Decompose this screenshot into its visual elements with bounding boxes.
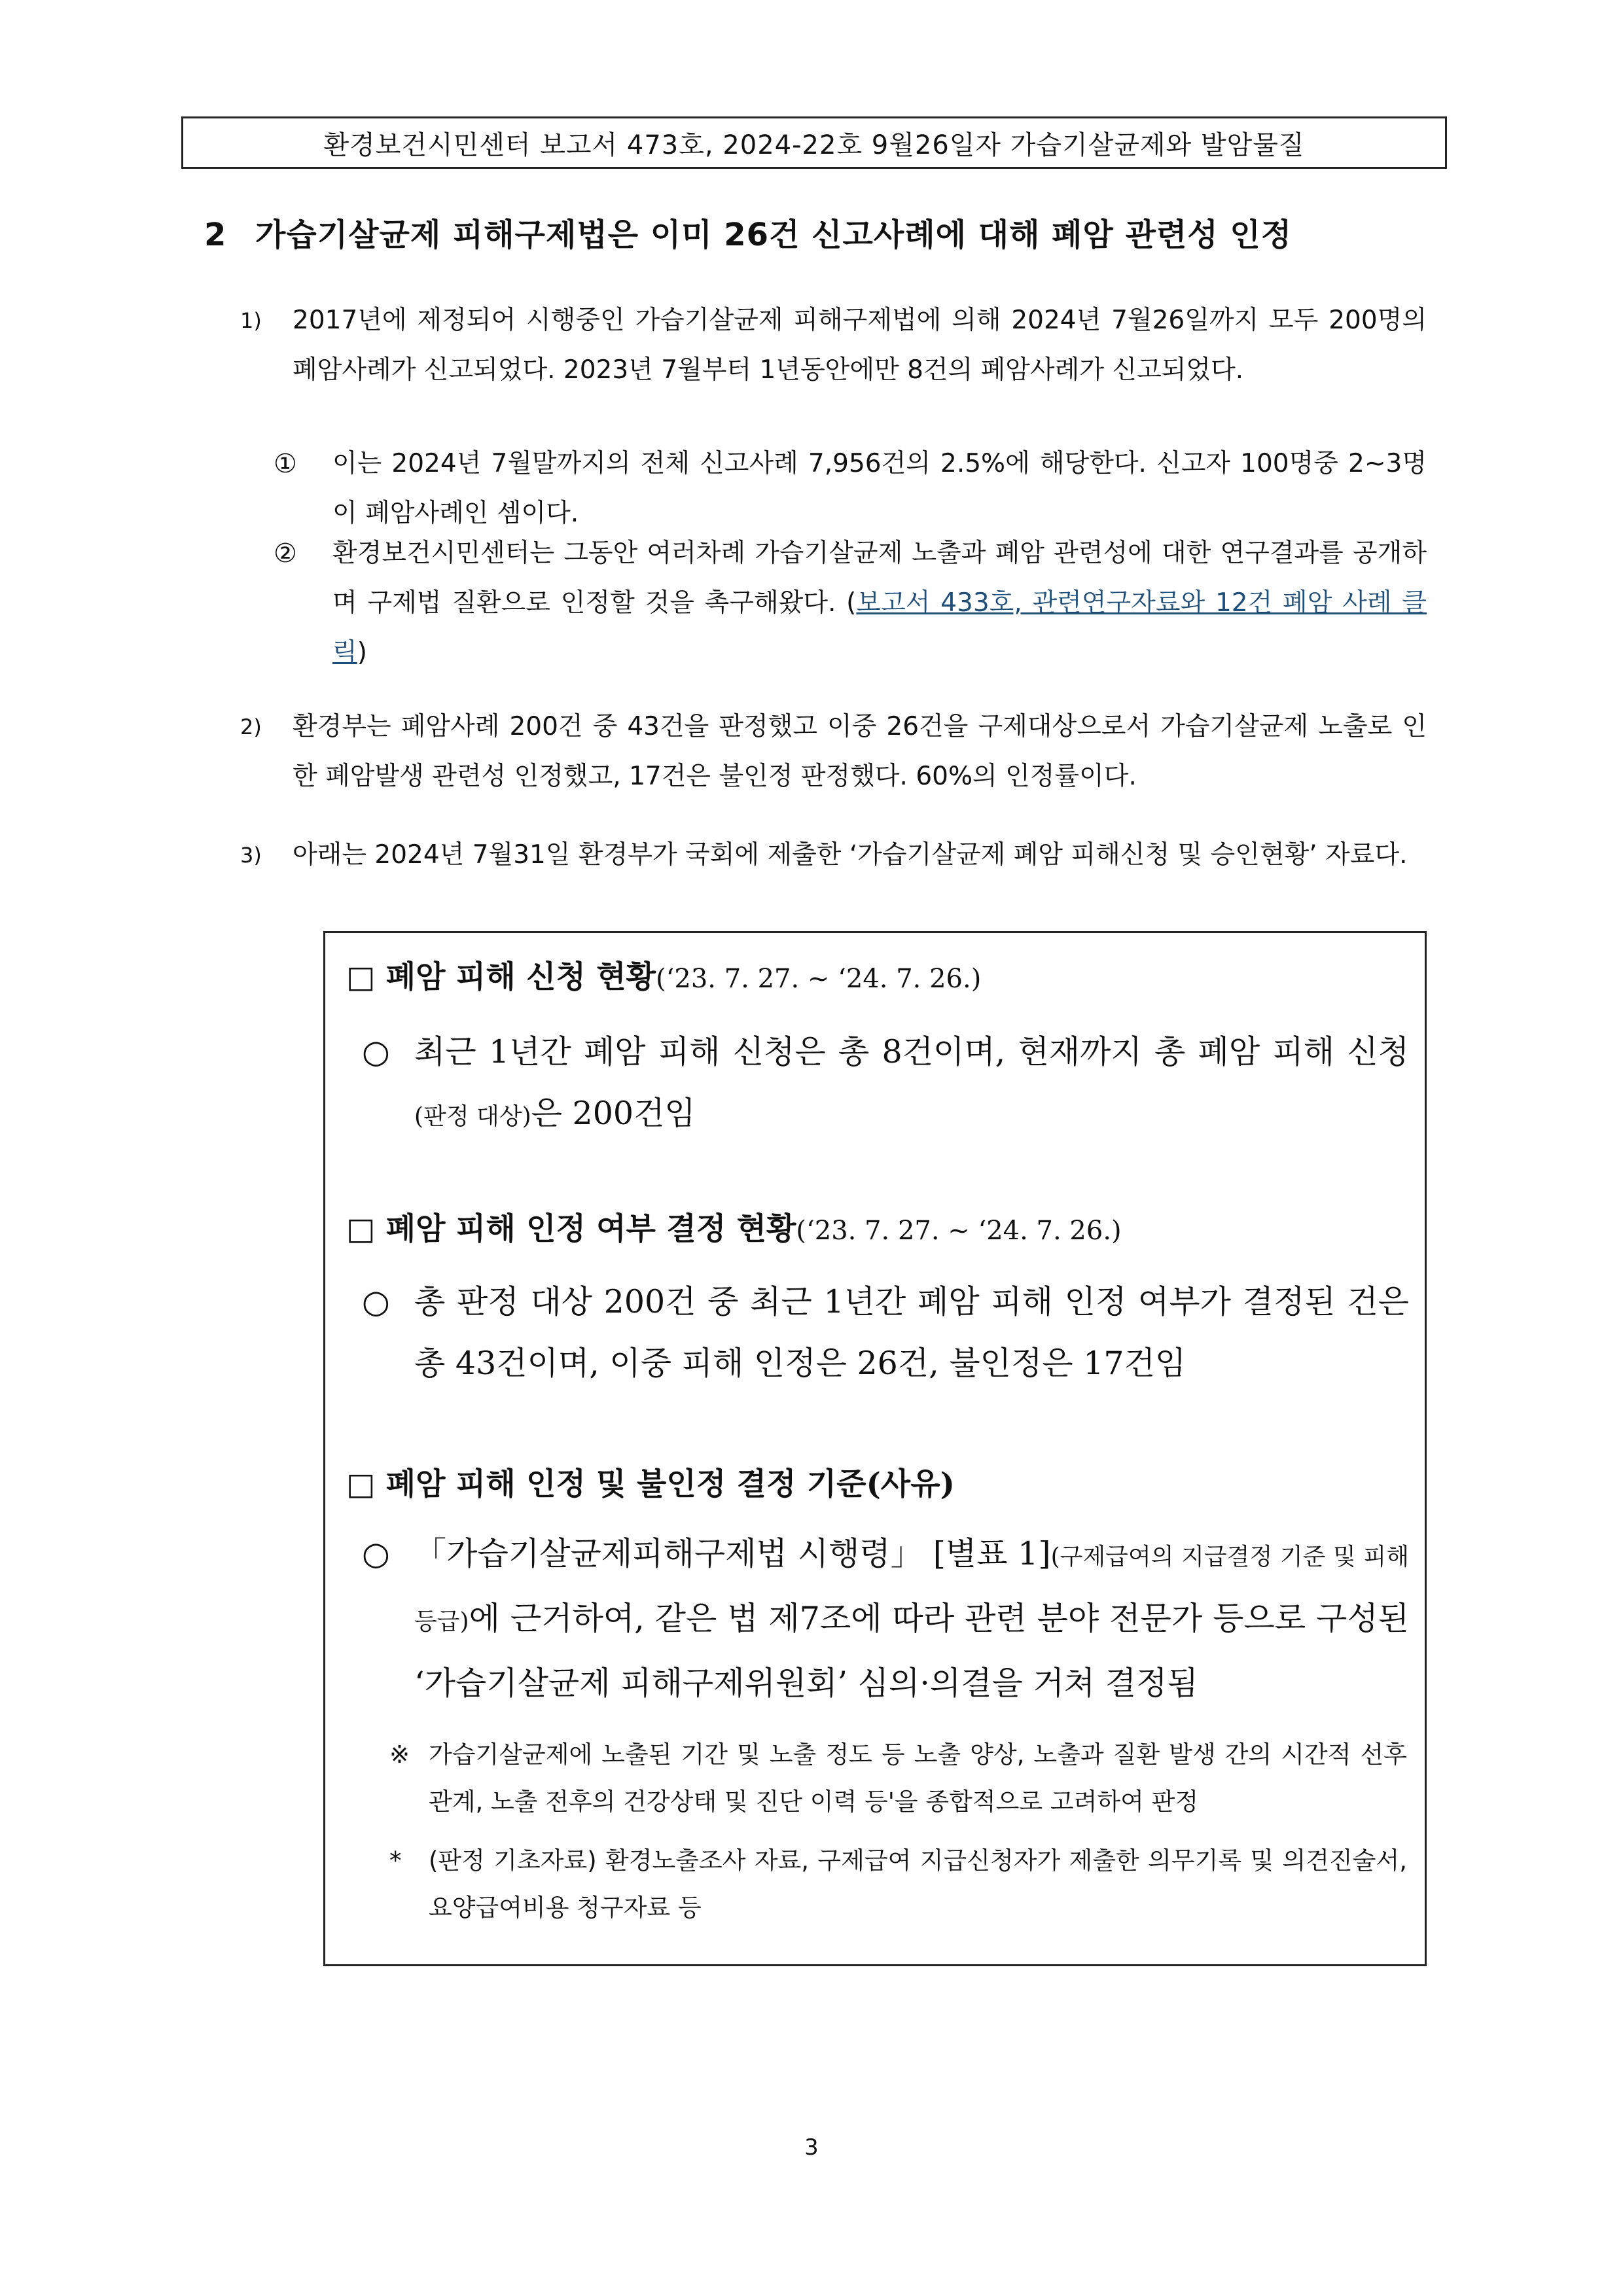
sub-item-2	[274, 529, 1427, 678]
section-title-text: 가습기살균제 피해구제법은 이미 26건 신고사례에 대해 폐암 관련성 인정	[255, 217, 1293, 253]
sub-item-text: 환경보건시민센터는 그동안 여러차례 가습기살균제 노출과 폐암 관련성에 대한 연구결과를 공개하며 구제법 질환으로 인정할 것을 촉구해왔다. (	[332, 539, 1427, 618]
list-marker: 1)	[240, 308, 262, 333]
list-item-1	[240, 296, 1427, 395]
sub-item-text: 이는 2024년 7월말까지의 전체 신고사례 7,956건의 2.5%에 해당한다. 신고자 100명중 2~3명이 폐암사례인 셈이다.	[332, 449, 1427, 528]
excerpt-item-application	[362, 1021, 1409, 1148]
list-item-3	[240, 830, 1427, 880]
excerpt-note-criteria	[389, 1731, 1407, 1826]
circle-bullet-icon: ○	[362, 1283, 390, 1320]
date-range: (‘23. 7. 27. ~ ‘24. 7. 26.)	[796, 1216, 1122, 1246]
excerpt-item-decision	[362, 1271, 1409, 1394]
note-marker: ※	[389, 1740, 410, 1769]
sub-item-text-end: )	[357, 638, 367, 667]
list-marker: 2)	[240, 715, 262, 739]
body-small-text: (판정 대상)	[414, 1103, 531, 1130]
sub-marker: ②	[274, 539, 297, 569]
ministry-excerpt-box	[323, 931, 1427, 1966]
note-text: 가습기살균제에 노출된 기간 및 노출 정도 등 노출 양상, 노출과 질환 발생 간의 시간적 선후관계, 노출 전후의 건강상태 및 진단 이력 등'을 종합적으로 고려하여 판정	[429, 1740, 1407, 1816]
list-item-text: 2017년에 제정되어 시행중인 가습기살균제 피해구제법에 의해 2024년 7월26일까지 모두 200명의 폐암사례가 신고되었다. 2023년 7월부터 1년동안에만 8건의 폐암사례가 신고되었다.	[293, 306, 1427, 385]
body-text-end: 에 근거하여, 같은 법 제7조에 따라 관련 분야 전문가 등으로 구성된 ‘가습기살균제 피해구제위원회’ 심의·의결을 거쳐 결정됨	[414, 1600, 1409, 1702]
body-text-end: 은 200건임	[531, 1095, 696, 1132]
section-title	[204, 209, 1448, 255]
list-item-2	[240, 702, 1427, 802]
body-text: 「가습기살균제피해구제법 시행령」 [별표 1]	[414, 1535, 1051, 1572]
body-text: 총 판정 대상 200건 중 최근 1년간 폐암 피해 인정 여부가 결정된 건은 총 43건이며, 이중 피해 인정은 26건, 불인정은 17건임	[414, 1283, 1409, 1382]
body-text: 최근 1년간 폐암 피해 신청은 총 8건이며, 현재까지 총 폐암 피해 신청	[414, 1033, 1409, 1070]
page-number: 3	[804, 2134, 819, 2161]
note-marker: *	[389, 1846, 402, 1875]
excerpt-note-data	[389, 1837, 1407, 1932]
excerpt-heading-application	[346, 953, 981, 997]
heading-text: □ 폐암 피해 인정 여부 결정 현황	[346, 1211, 796, 1247]
section-number: 2	[204, 217, 227, 253]
sub-marker: ①	[274, 449, 297, 479]
excerpt-heading-decision	[346, 1205, 1122, 1248]
report-header-text: 환경보건시민센터 보고서 473호, 2024-22호 9월26일자 가습기살균제와 발암물질	[323, 130, 1305, 160]
report-433-link[interactable]: 보고서 433호, 관련연구자료와 12건 폐암 사례 클릭	[332, 588, 1427, 667]
list-marker: 3)	[240, 843, 262, 868]
circle-bullet-icon: ○	[362, 1033, 390, 1070]
excerpt-item-criteria	[362, 1523, 1409, 1714]
report-header	[181, 116, 1447, 169]
list-item-text: 환경부는 폐암사례 200건 중 43건을 판정했고 이중 26건을 구제대상으로서 가습기살균제 노출로 인한 폐암발생 관련성 인정했고, 17건은 불인정 판정했다. 60%의 인정률이다.	[293, 712, 1427, 791]
body-small-text: (구제급여의 지급결정 기준 및 피해등급)	[414, 1544, 1409, 1635]
sub-item-1	[274, 439, 1427, 539]
list-item-text: 아래는 2024년 7월31일 환경부가 국회에 제출한 ‘가습기살균제 폐암 피해신청 및 승인현황’ 자료다.	[293, 840, 1408, 870]
circle-bullet-icon: ○	[362, 1535, 390, 1572]
excerpt-heading-criteria	[346, 1460, 955, 1504]
note-text: (판정 기초자료) 환경노출조사 자료, 구제급여 지급신청자가 제출한 의무기록 및 의견진술서, 요양급여비용 청구자료 등	[429, 1846, 1407, 1922]
date-range: (‘23. 7. 27. ~ ‘24. 7. 26.)	[656, 964, 982, 994]
heading-text: □ 폐암 피해 인정 및 불인정 결정 기준(사유)	[346, 1466, 955, 1502]
heading-text: □ 폐암 피해 신청 현황	[346, 959, 656, 995]
